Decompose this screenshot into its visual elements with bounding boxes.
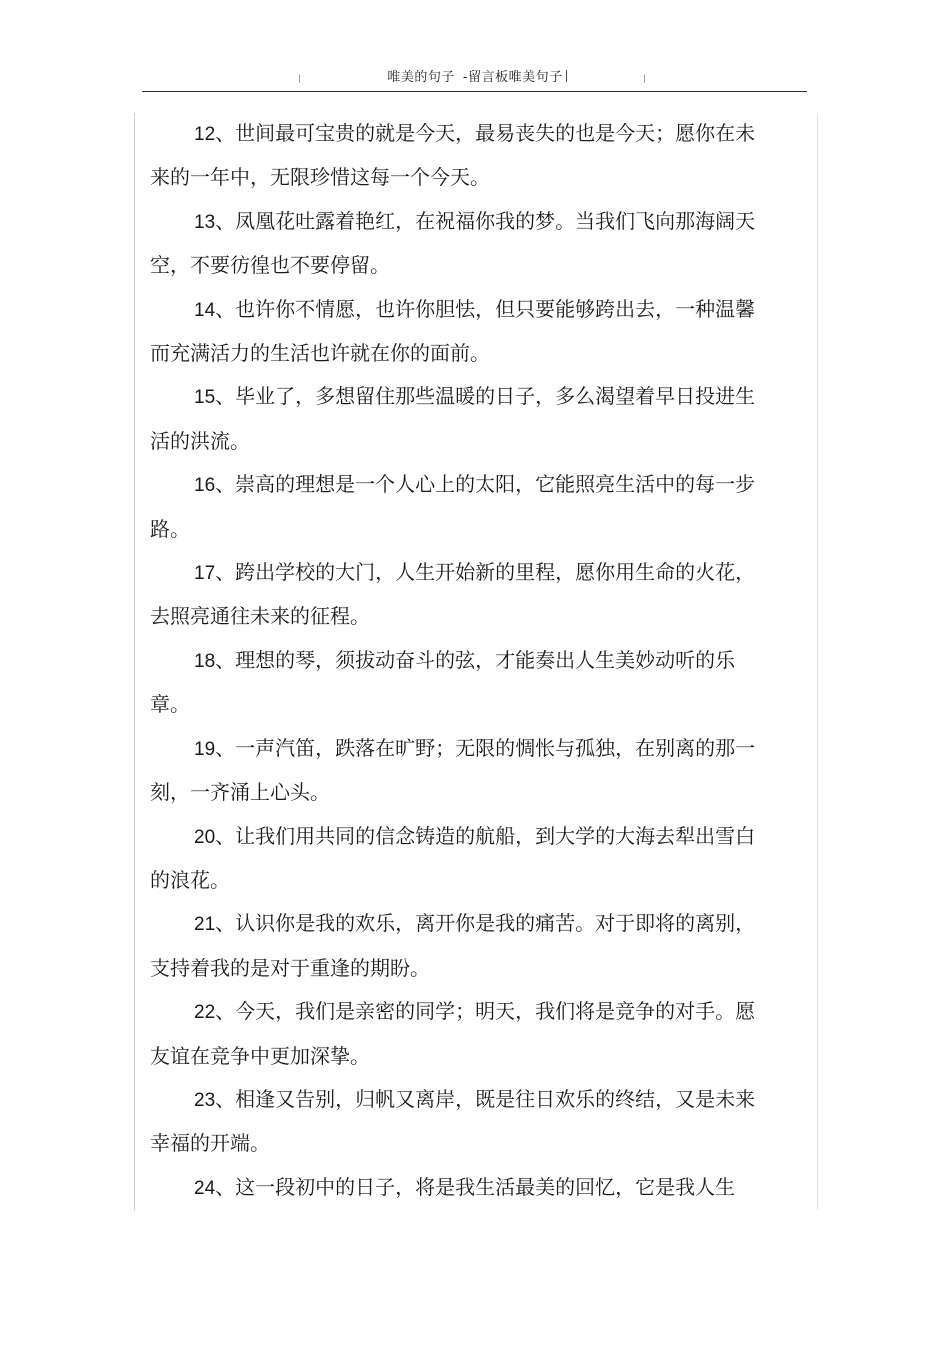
entry-number: 23 [194, 1089, 216, 1111]
header-title [0, 70, 950, 86]
entry-number: 21 [194, 914, 216, 936]
entry-text: 、跨出学校的大门，人生开始新的里程，愿你用生命的火花，去照亮通往未来的征程。 [150, 560, 756, 629]
entry-number: 20 [194, 826, 216, 848]
entry-21 [150, 902, 770, 990]
entry-17 [150, 551, 770, 639]
entry-24 [150, 1166, 770, 1210]
page-header [0, 0, 950, 95]
entry-text: 、认识你是我的欢乐，离开你是我的痛苦。对于即将的离别，支持着我的是对于重逢的期盼。 [150, 911, 756, 980]
entry-12 [150, 112, 770, 200]
entry-22 [150, 990, 770, 1078]
entry-number: 17 [194, 563, 216, 585]
header-rule [142, 91, 807, 92]
entry-text: 、也许你不情愿，也许你胆怯，但只要能够跨出去，一种温馨而充满活力的生活也许就在你的面前。 [150, 296, 756, 366]
entry-text: 、今天，我们是亲密的同学；明天，我们将是竞争的对手。愿友谊在竞争中更加深挚。 [150, 999, 756, 1068]
entry-number: 15 [194, 387, 216, 409]
entry-18 [150, 639, 770, 727]
body-text [150, 112, 770, 1210]
header-tick-right [644, 75, 645, 83]
entry-number: 18 [194, 650, 216, 672]
entry-13 [150, 200, 770, 288]
entry-number: 19 [194, 738, 216, 760]
entry-number: 13 [194, 211, 216, 233]
entry-19 [150, 727, 770, 815]
entry-15 [150, 375, 770, 463]
entry-text: 、凤凰花吐露着艳红，在祝福你我的梦。当我们飞向那海阔天空，不要彷徨也不要停留。 [150, 208, 756, 278]
entry-number: 14 [194, 299, 216, 321]
entry-number: 16 [194, 475, 216, 497]
entry-number: 22 [194, 1002, 216, 1024]
entry-14 [150, 288, 770, 376]
header-tick-mid [566, 70, 567, 82]
entry-text: 、崇高的理想是一个人心上的太阳，它能照亮生活中的每一步路。 [150, 472, 756, 541]
entry-text: 、一声汽笛，跌落在旷野；无限的惆怅与孤独，在别离的那一刻，一齐涌上心头。 [150, 735, 756, 805]
header-title-right: -留言板唯美句子 [462, 70, 563, 85]
entry-number: 12 [194, 124, 216, 145]
entry-number: 24 [194, 1177, 216, 1199]
entry-text: 、这一段初中的日子，将是我生活最美的回忆，它是我人生 [215, 1174, 736, 1199]
entry-text: 、毕业了，多想留住那些温暖的日子，多么渴望着早日投进生活的洪流。 [150, 384, 756, 453]
entry-text: 、世间最可宝贵的就是今天，最易丧失的也是今天；愿你在未来的一年中，无限珍惜这每一个今天。 [150, 121, 756, 190]
entry-16 [150, 463, 770, 551]
header-title-left: 唯美的句子 [387, 70, 455, 85]
entry-text: 、让我们用共同的信念铸造的航船，到大学的大海去犁出雪白的浪花。 [150, 823, 756, 892]
entry-23 [150, 1078, 770, 1166]
entry-20 [150, 815, 770, 903]
entry-text: 、相逢又告别，归帆又离岸，既是往日欢乐的终结，又是未来幸福的开端。 [150, 1086, 756, 1156]
entry-text: 、理想的琴，须拔动奋斗的弦，才能奏出人生美妙动听的乐章。 [150, 647, 736, 717]
